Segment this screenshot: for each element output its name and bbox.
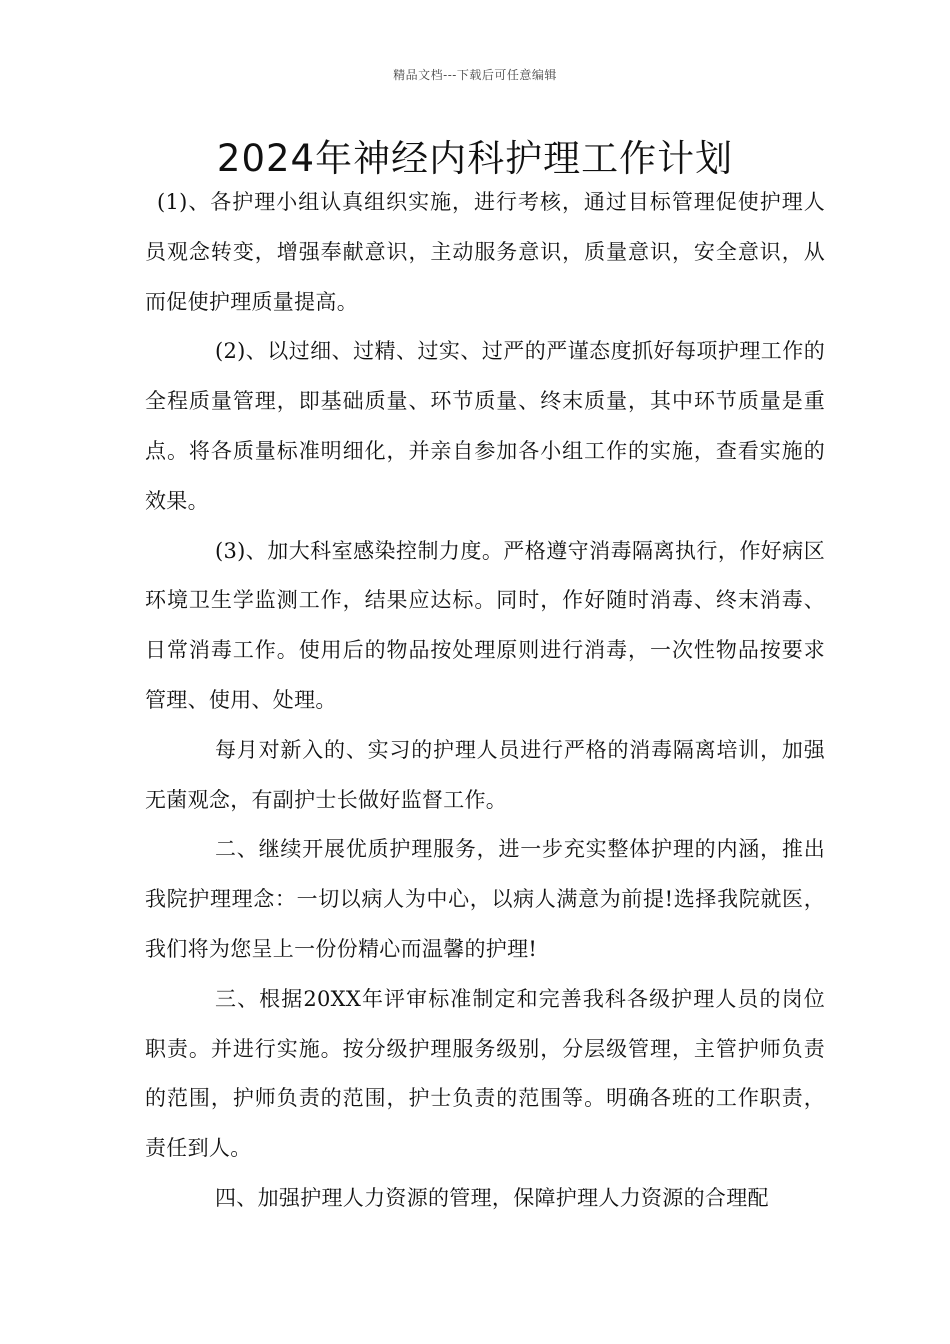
- document-title: 2024年神经内科护理工作计划: [216, 137, 734, 180]
- paragraph-4: 每月对新入的、实习的护理人员进行严格的消毒隔离培训，加强无菌观念，有副护士长做好监督工作。: [145, 737, 825, 812]
- paragraph-5: 二、继续开展优质护理服务，进一步充实整体护理的内涵，推出我院护理理念：一切以病人为中心，以病人满意为前提!选择我院就医，我们将为您呈上一份份精心而温馨的护理!: [145, 837, 825, 961]
- paragraph-3: (3)、加大科室感染控制力度。严格遵守消毒隔离执行，作好病区环境卫生学监测工作，结果应达标。同时，作好随时消毒、终末消毒、日常消毒工作。使用后的物品按处理原则进行消毒，一次性物品按要求管理、使用、处理。: [145, 538, 825, 712]
- header-note: 精品文档---下载后可任意编辑: [393, 68, 557, 82]
- paragraph-6: 三、根据20XX年评审标准制定和完善我科各级护理人员的岗位职责。并进行实施。按分级护理服务级别，分层级管理，主管护师负责的范围，护师负责的范围，护士负责的范围等。明确各班的工作职责，责任到人。: [145, 986, 825, 1161]
- document-body: [145, 178, 825, 1224]
- paragraph-1: (1)、各护理小组认真组织实施，进行考核，通过目标管理促使护理人员观念转变，增强奉献意识，主动服务意识，质量意识，安全意识，从而促使护理质量提高。: [145, 190, 825, 314]
- paragraph-2: (2)、以过细、过精、过实、过严的严谨态度抓好每项护理工作的全程质量管理，即基础质量、环节质量、终末质量，其中环节质量是重点。将各质量标准明细化，并亲自参加各小组工作的实施，查看实施的效果。: [145, 339, 825, 513]
- paragraph-7: 四、加强护理人力资源的管理，保障护理人力资源的合理配: [215, 1185, 769, 1210]
